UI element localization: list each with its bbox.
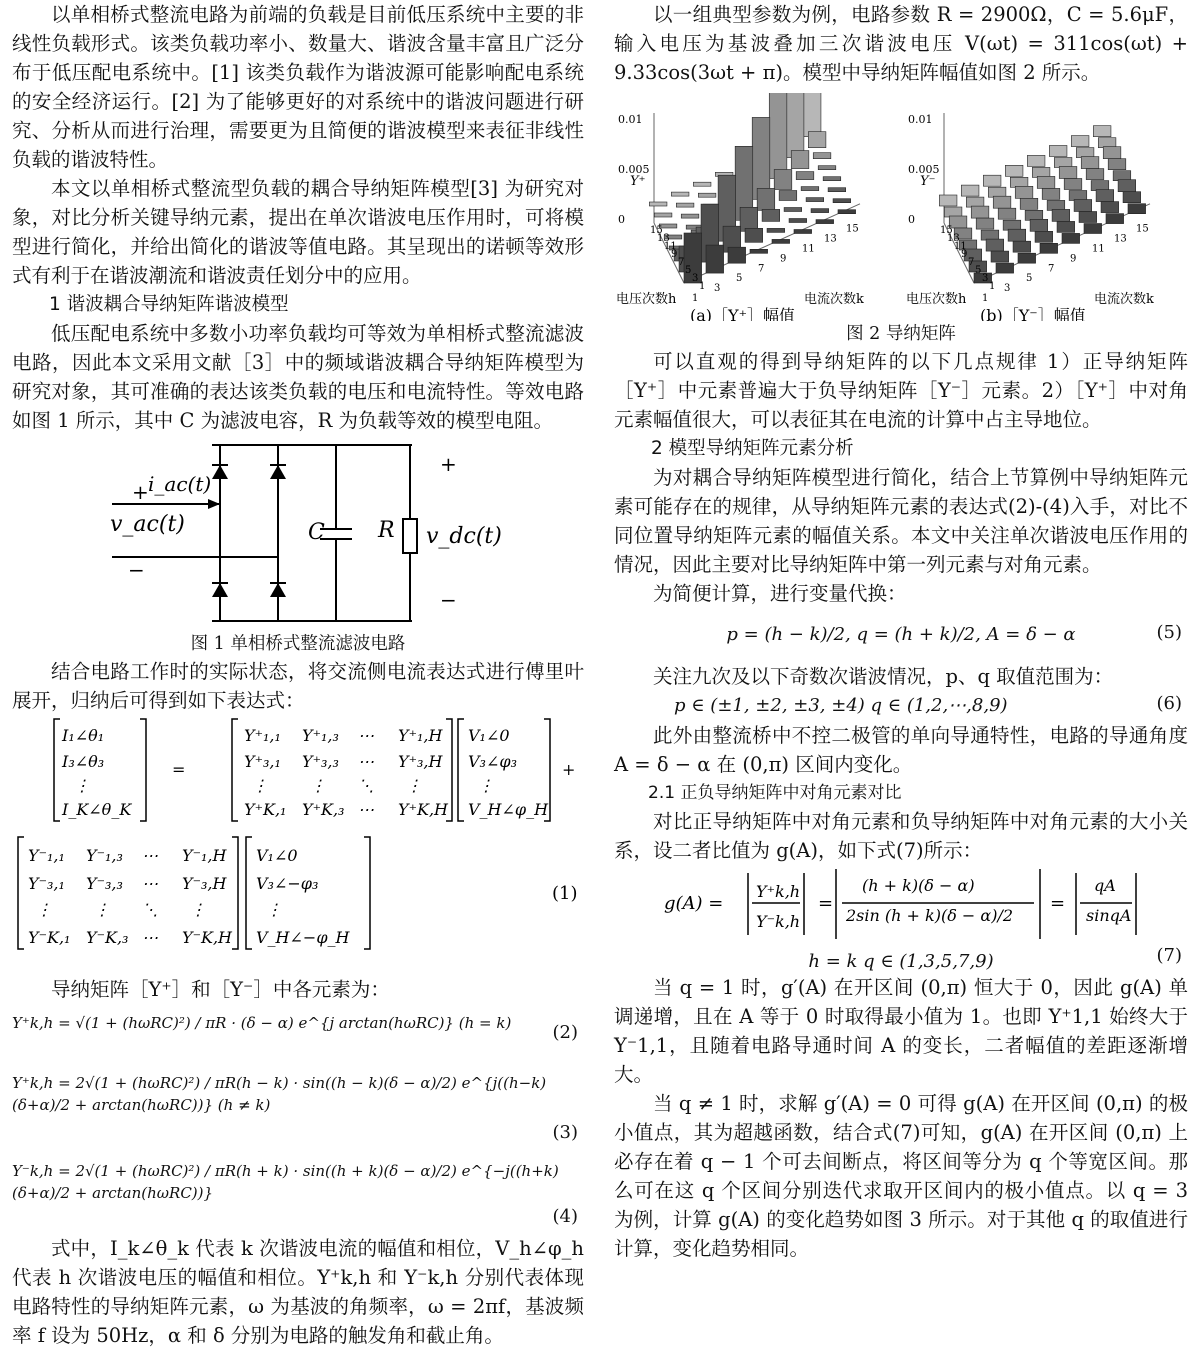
h-tick-label: 11 [954,241,967,252]
k-tick-label: 7 [1048,263,1055,275]
equation-number: (7) [1156,945,1182,966]
left-column [12,0,584,1350]
svg-text:Y⁺₁,₃: Y⁺₁,₃ [302,726,339,745]
matrix-bar [757,188,775,210]
matrix-bar [1035,231,1053,242]
equation-2 [12,1004,584,1068]
k-tick-label: 13 [1114,233,1127,245]
matrix-bar [823,177,841,181]
matrix-bar [1054,158,1072,168]
equation-text: Y⁺k,h = √(1 + (hωRC)²) / πR · (δ − α) e^{j arctan(hωRC)} (h = k) [12,1014,512,1032]
label-plus-out: + [440,452,457,476]
equation-number: (6) [1156,693,1182,714]
y-axis-label: 电流次数k [804,292,864,307]
matrix-bar [789,219,807,223]
svg-text:Y⁺₃,₁: Y⁺₃,₁ [244,752,281,771]
h-tick-label: 1 [699,281,706,292]
matrix-bar [939,195,957,206]
matrix-bar [1032,167,1050,177]
h-tick-label: 5 [685,265,692,276]
svg-text:⋯: ⋯ [142,928,158,947]
matrix-bar [1118,180,1136,192]
matrix-bar [976,218,994,229]
matrix-bar [991,251,1009,262]
k-tick-label: 9 [1070,253,1077,265]
matrix-bar [986,239,1004,251]
k-tick-label: 9 [780,253,787,265]
figure-1 [12,439,584,631]
z-tick-label: 0.005 [618,163,650,176]
equation-text: p ∈ (±1, ±2, ±3, ±4) q ∈ (1,2,⋯,8,9) [674,695,1008,716]
g-of-A-equation [614,865,1188,943]
matrix-bar [1018,253,1036,263]
matrix-bar [1123,192,1141,203]
k-tick-label: 11 [1092,243,1105,255]
svg-text:Y⁺₃,₃: Y⁺₃,₃ [302,752,339,771]
matrix-bar [983,175,1001,186]
matrix-bar [1015,186,1033,198]
svg-text:⋱: ⋱ [142,900,158,919]
matrix-bar [796,172,814,180]
rectifier-circuit-diagram [12,439,584,631]
svg-text:I₁∠θ₁: I₁∠θ₁ [62,726,105,745]
svg-text:=: = [1050,893,1066,914]
matrix-bar [762,209,780,221]
h-tick-label: 9 [671,249,678,260]
matrix-bar [1108,159,1126,170]
matrix-bar [1103,147,1121,159]
h-tick-label: 13 [657,233,670,244]
diode-icon [270,465,286,479]
matrix-bar [649,202,667,206]
matrix-bar [1013,241,1031,252]
k-tick-label: 3 [1004,283,1011,295]
matrix-bar [769,93,787,179]
figure-caption: 图 2 导纳矩阵 [846,324,956,344]
matrix-bar [1042,188,1060,199]
svg-text:Y⁺₁,H: Y⁺₁,H [398,726,443,745]
svg-text:⋮: ⋮ [94,900,110,919]
z-tick-label: 0.01 [618,113,643,126]
matrix-bar [1076,148,1094,158]
label-iac: i_ac(t) [148,472,212,496]
paragraph: 当 q = 1 时，g′(A) 在开区间 (0,π) 恒大于 0，因此 g(A) 单调递增，且在 A 等于 0 时取得最小值为 1。也即 Y⁺1,1 始终大于 Y⁻1,1，且随着电路导通时间 A 的变长，二者幅值的差距逐渐增大。 [614,976,1188,1086]
paragraph: 关注九次及以下奇数次谐波情况，p、q 取值范围为： [653,665,1114,688]
subsection-heading: 2.1 正负导纳矩阵中对角元素对比 [648,783,902,803]
svg-text:V_H∠φ_H: V_H∠φ_H [468,800,549,819]
svg-text:⋮: ⋮ [310,776,326,795]
k-tick-label: 1 [982,293,989,304]
svg-text:Y⁻₃,₁: Y⁻₃,₁ [28,874,65,893]
matrix-bar [971,206,989,218]
paragraph: 以一组典型参数为例，电路参数 R = 2900Ω，C = 5.6μF，输入电压为基波叠加三次谐波电压 V(ωt) = 311cos(ωt) + 9.33cos(3ωt + π)。模型中导纳矩阵幅值如图 2 所示。 [614,3,1188,84]
svg-text:I₃∠θ₃: I₃∠θ₃ [62,752,105,771]
matrix-bar [784,208,802,212]
h-tick-label: 5 [975,265,982,276]
matrix-bar [1025,210,1043,220]
x-axis-label: 电压次数h [906,292,967,307]
svg-text:⋯: ⋯ [142,846,158,865]
matrix-bar [681,214,699,218]
equation-number: (4) [552,1206,578,1227]
svg-text:Y⁺K,H: Y⁺K,H [398,800,448,819]
matrix-bar [1030,219,1048,231]
matrix-bar [998,208,1016,219]
equation-number: (3) [552,1122,578,1143]
matrix-equation [12,715,584,975]
k-tick-label: 15 [1136,223,1149,235]
svg-text:Y⁻K,H: Y⁻K,H [182,928,232,947]
k-tick-label: 5 [736,273,743,285]
svg-text:V₃∠−φ₃: V₃∠−φ₃ [256,874,319,893]
matrix-bar [752,117,770,199]
svg-text:g(A) =: g(A) = [664,893,724,914]
figure-caption: 图 1 单相桥式整流滤波电路 [190,634,406,654]
svg-text:V₁∠0: V₁∠0 [256,846,298,865]
matrix-bar [693,182,711,186]
matrix-bar [1091,181,1109,191]
matrix-bar [1052,209,1070,221]
matrix-bar [767,228,785,232]
label-plus: + [132,480,149,504]
z-axis-label: Y⁺ [630,174,646,189]
matrix-bar [806,198,824,202]
matrix-bar [1128,204,1146,214]
matrix-bar [706,245,724,273]
matrix-bar [750,249,768,253]
matrix-bar [1098,138,1116,148]
z-tick-label: 0.01 [908,113,933,126]
z-tick-label: 0 [618,213,625,226]
paragraph: 可以直观的得到导纳矩阵的以下几点规律 1）正导纳矩阵［Y⁺］中元素普遍大于负导纳矩阵［Y⁻］元素。2）［Y⁺］中对角元素幅值很大，可以表征其在电流的计算中占主导地位。 [614,350,1188,431]
matrix-bar [1049,146,1067,157]
matrix-bar [961,185,979,196]
matrix-bar [1093,126,1111,137]
svg-text:Y⁻₁,₃: Y⁻₁,₃ [86,846,123,865]
svg-text:⋯: ⋯ [358,726,374,745]
svg-text:=: = [818,893,834,914]
svg-text:Y⁻₃,₃: Y⁻₃,₃ [86,874,123,893]
matrix-bar [745,228,763,242]
k-tick-label: 13 [824,233,837,245]
svg-text:sinqA: sinqA [1086,906,1132,925]
y-axis-label: 电流次数k [1094,292,1154,307]
equation-3 [12,1068,584,1150]
matrix-bar [801,187,819,191]
matrix-bar [1074,200,1092,212]
svg-text:Y⁺₁,₁: Y⁺₁,₁ [244,726,281,745]
label-vdc: v_dc(t) [426,524,502,549]
svg-text:Y⁺k,h: Y⁺k,h [756,882,801,901]
matrix-bar [698,193,716,197]
svg-text:⋮: ⋮ [36,900,52,919]
svg-text:V_H∠−φ_H: V_H∠−φ_H [256,928,350,947]
subfigure-caption: (b)［Y⁻］幅值 [980,306,1086,321]
matrix-bar [833,199,851,203]
h-tick-label: 13 [947,233,960,244]
svg-text:Y⁺K,₃: Y⁺K,₃ [302,800,345,819]
matrix-bar [1069,191,1087,201]
svg-text:I_K∠θ_K: I_K∠θ_K [62,800,132,819]
section-heading: 1 谐波耦合导纳矩阵谐波模型 [49,294,289,315]
svg-text:2sin (h + k)(δ − α)/2: 2sin (h + k)(δ − α)/2 [846,906,1014,925]
matrix-bar [1027,155,1045,166]
k-tick-label: 15 [846,223,859,235]
h-tick-label: 9 [961,249,968,260]
matrix-bar [988,187,1006,197]
svg-text:Y⁻K,₃: Y⁻K,₃ [86,928,129,947]
h-tick-label: 15 [650,225,663,236]
svg-text:⋮: ⋮ [406,776,422,795]
svg-text:⋯: ⋯ [358,752,374,771]
z-axis-label: Y⁻ [920,174,936,189]
label-minus: − [128,558,145,582]
svg-text:+: + [562,760,576,779]
svg-text:V₁∠0: V₁∠0 [468,726,510,745]
svg-text:⋯: ⋯ [358,800,374,819]
paragraph: 当 q ≠ 1 时，求解 g′(A) = 0 可得 g(A) 在开区间 (0,π) 的极小值点，其为超越函数，结合式(7)可知，g(A) 在开区间 (0,π) 上必存在着 q − 1 个可去间断点，将区间等分为 q 个等宽区间。那么可在这 q 个区间分别迭代求取开区间内的极小值点。以 q = 3 为例，计算 g(A) 的变化趋势如图 3 所示。对于其他 q 的取值进行计算，变化趋势相同。 [614,1092,1188,1260]
equation-1 [12,715,584,975]
svg-text:=: = [172,760,186,779]
matrix-bar [654,213,672,217]
figure-2 [614,93,1188,321]
svg-text:Y⁻k,h: Y⁻k,h [756,912,801,931]
h-tick-label: 15 [940,225,953,236]
equation-7 [614,865,1188,973]
paragraph: 结合电路工作时的实际状态，将交流侧电流表达式进行傅里叶展开，归纳后可得到如下表达式： [12,660,584,712]
section-heading: 2 模型导纳矩阵元素分析 [651,438,854,459]
equation-text: p = (h − k)/2, q = (h + k)/2, A = δ − α [726,624,1076,645]
equation-number: (2) [552,1022,578,1043]
z-tick-label: 0.005 [908,163,940,176]
svg-text:⋱: ⋱ [358,776,374,795]
k-tick-label: 7 [758,263,765,275]
label-vac: v_ac(t) [110,512,185,537]
matrix-bar [671,192,689,196]
matrix-bar [774,170,792,190]
svg-text:(h + k)(δ − α): (h + k)(δ − α) [862,876,975,895]
h-tick-label: 7 [968,257,975,268]
matrix-bar [1081,157,1099,169]
label-C: C [308,520,325,545]
matrix-bar [996,263,1014,273]
equation-4 [12,1150,584,1234]
matrix-bar [818,166,836,170]
diode-icon [212,465,228,479]
matrix-bar [813,153,831,159]
matrix-bar [993,196,1011,208]
matrix-bar [1071,136,1089,147]
paragraph: 式中，I_k∠θ_k 代表 k 次谐波电流的幅值和相位，V_h∠φ_h 代表 h 次谐波电压的幅值和相位。Y⁺k,h 和 Y⁻k,h 分别代表体现电路特性的导纳矩阵元素，ω 为基波的角频率，ω = 2πf，基波频率 f 设为 50Hz，α 和 δ 分别为电路的触发角和截止角。 [12,1237,584,1347]
equation-condition: h = k q ∈ (1,3,5,7,9) [808,951,994,972]
matrix-bar [1113,171,1131,181]
matrix-bar [1084,224,1102,234]
equation-5 [614,608,1188,662]
matrix-bar [676,203,694,207]
matrix-bar [828,188,846,192]
matrix-bar [1062,233,1080,243]
matrix-bar [1059,167,1077,179]
paragraph: 为对耦合导纳矩阵模型进行简化，结合上节算例中导纳矩阵元素可能存在的规律，从导纳矩阵元素的表达式(2)-(4)入手，对比不同位置导纳矩阵元素的幅值关系。本文中关注单次谐波电压作用的情况，因此主要对比导纳矩阵中第一列元素与对角元素。 [614,466,1188,576]
h-tick-label: 11 [664,241,677,252]
h-tick-label: 3 [982,273,989,284]
k-tick-label: 5 [1026,273,1033,285]
equation-number: (1) [552,883,578,904]
matrix-bar [808,132,826,148]
right-column [614,0,1188,1263]
matrix-bar [740,207,758,231]
svg-text:V₃∠φ₃: V₃∠φ₃ [468,752,517,771]
matrix-bar [1086,169,1104,180]
matrix-bar [803,93,821,137]
svg-text:⋯: ⋯ [142,874,158,893]
h-tick-label: 1 [989,281,996,292]
matrix-bar [794,230,812,234]
svg-text:Y⁺K,₁: Y⁺K,₁ [244,800,287,819]
label-minus-out: − [440,588,457,612]
matrix-bar [1079,212,1097,223]
diode-icon [212,583,228,597]
matrix-bar [1003,220,1021,230]
matrix-bar [1037,176,1055,188]
svg-text:Y⁺₃,H: Y⁺₃,H [398,752,443,771]
x-axis-label: 电压次数h [616,292,677,307]
k-tick-label: 1 [692,293,699,304]
k-tick-label: 3 [714,283,721,295]
paragraph: 导纳矩阵［Y⁺］和［Y⁻］中各元素为： [51,978,390,1001]
svg-text:⋮: ⋮ [478,776,494,795]
svg-text:Y⁻₁,H: Y⁻₁,H [182,846,227,865]
svg-text:Y⁻₁,₁: Y⁻₁,₁ [28,846,65,865]
matrix-bar [1040,243,1058,253]
matrix-bar [1096,190,1114,202]
matrix-bar [1005,165,1023,176]
equation-text: Y⁺k,h = 2√(1 + (hωRC)²) / πR(h − k) · sin((h − k)(δ − α)/2) e^{j((h−k)(δ+α)/2 + arctan(hωRC))} (h ≠ k) [12,1074,547,1114]
matrix-bar [838,210,856,214]
paragraph: 以单相桥式整流电路为前端的负载是目前低压系统中主要的非线性负载形式。该类负载功率小、数量大、谐波含量丰富且广泛分布于低压配电系统中。[1] 该类负载作为谐波源可能影响配电系统的安全经济运行。[2] 为了能够更好的对系统中的谐波问题进行研究、分析从而进行治理，需要更为且简便的谐波模型来表征非线性负载的谐波特性。 [12,3,584,171]
k-tick-label: 11 [802,243,815,255]
matrix-bar [1064,179,1082,190]
admittance-matrix-3d-plots [614,93,1188,321]
matrix-bar [1008,229,1026,241]
svg-text:⋮: ⋮ [74,776,90,795]
label-R: R [378,518,395,543]
matrix-bar [966,197,984,207]
svg-text:⋮: ⋮ [252,776,268,795]
svg-text:qA: qA [1094,876,1116,895]
svg-text:⋮: ⋮ [266,900,282,919]
svg-text:Y⁻₃,H: Y⁻₃,H [182,874,227,893]
paragraph: 对比正导纳矩阵中对角元素和负导纳矩阵中对角元素的大小关系，设二者比值为 g(A)，如下式(7)所示： [614,810,1188,862]
matrix-bar [1047,200,1065,210]
matrix-bar [811,209,829,213]
equation-number: (5) [1156,622,1182,643]
matrix-bar [1020,198,1038,209]
matrix-bar [791,151,809,169]
equation-6 [614,691,1188,721]
paragraph: 此外由整流桥中不控二极管的单向导通特性，电路的导通角度 A = δ − α 在 (0,π) 区间内变化。 [614,724,1188,776]
paragraph: 本文以单相桥式整流型负载的耦合导纳矩阵模型[3] 为研究对象，对比分析关键导纳元素，提出在单次谐波电压作用时，可将模型进行简化，并给出简化的谐波等值电路。其呈现出的诺顿等效形式有利于在谐波潮流和谐波责任划分中的应用。 [12,177,584,287]
matrix-bar [981,230,999,240]
matrix-bar [944,207,962,217]
svg-text:⋮: ⋮ [190,900,206,919]
equation-text: Y⁻k,h = 2√(1 + (hωRC)²) / πR(h + k) · sin((h + k)(δ − α)/2) e^{−j((h+k)(δ+α)/2 + arctan(hωRC))} [12,1162,559,1202]
matrix-bar [816,220,834,224]
svg-text:Y⁻K,₁: Y⁻K,₁ [28,928,71,947]
matrix-bar [728,247,746,263]
h-tick-label: 7 [678,257,685,268]
subfigure-caption: (a)［Y⁺］幅值 [690,306,796,321]
matrix-bar [1106,214,1124,224]
h-tick-label: 3 [692,273,699,284]
matrix-bar [1057,221,1075,232]
diode-icon [270,583,286,597]
matrix-bar [1101,202,1119,213]
z-tick-label: 0 [908,213,915,226]
paragraph: 低压配电系统中多数小功率负载均可等效为单相桥式整流滤波电路，因此本文采用文献［3］中的频域谐波耦合导纳矩阵模型为研究对象，其可准确的表达该类负载的电压和电流特性。等效电路如图 1 所示，其中 C 为滤波电容，R 为负载等效的模型电阻。 [12,322,584,432]
paragraph: 为简便计算，进行变量代换： [653,582,907,605]
matrix-bar [772,239,790,243]
matrix-bar [779,191,797,201]
matrix-bar [786,93,804,158]
matrix-bar [1010,177,1028,187]
